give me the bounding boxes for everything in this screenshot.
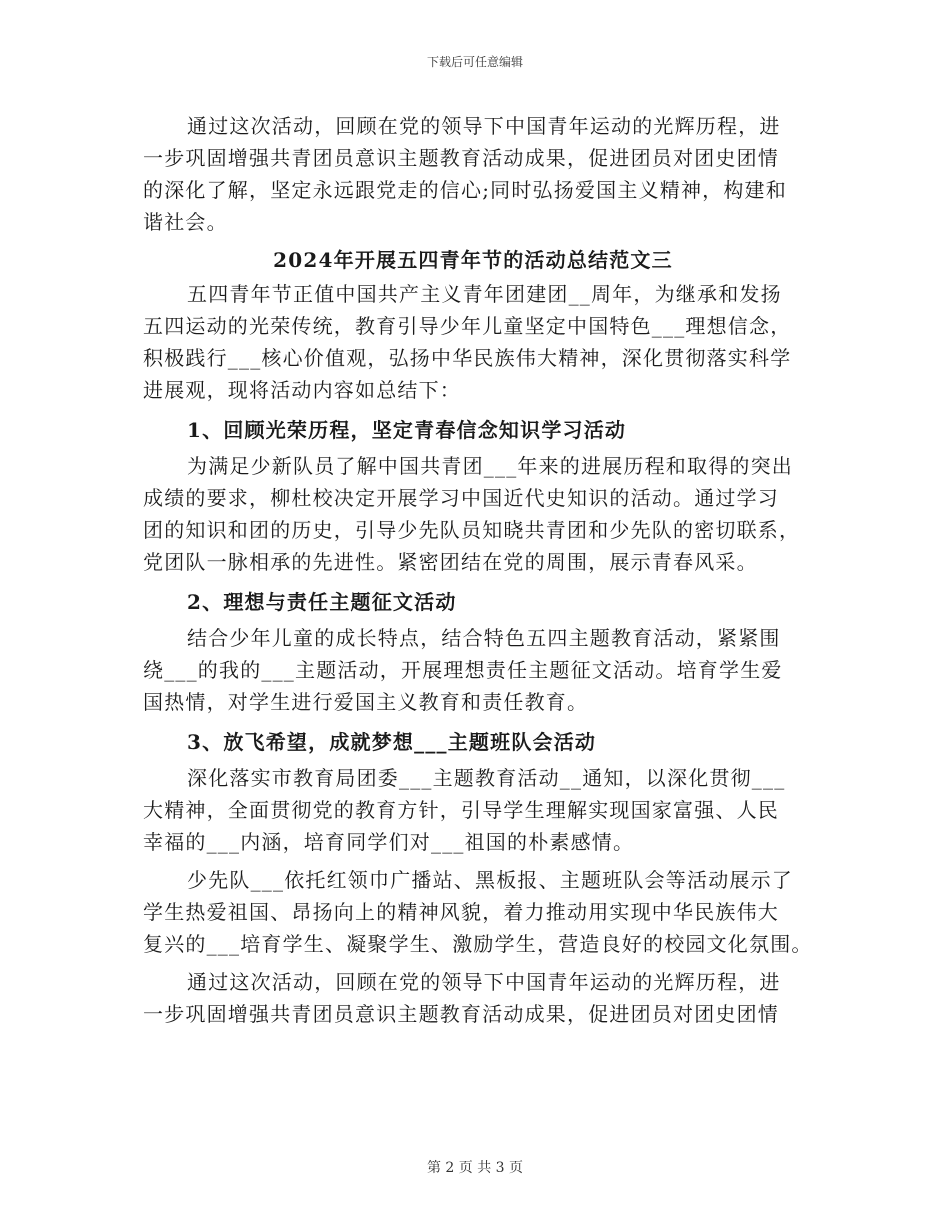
text-line: 大精神，全面贯彻党的教育方针，引导学生理解实现国家富强、人民: [143, 798, 779, 822]
section-title: 2024年开展五四青年节的活动总结范文三: [273, 248, 673, 272]
text-line: 国热情，对学生进行爱国主义教育和责任教育。: [143, 690, 589, 714]
paragraph: [143, 762, 803, 858]
text-line: 的深化了解，坚定永远跟党走的信心;同时弘扬爱国主义精神，构建和: [143, 178, 787, 202]
text-line: 幸福的___内涵，培育同学们对___祖国的朴素感情。: [143, 830, 635, 854]
text-line: 学生热爱祖国、昂扬向上的精神风貌，着力推动用实现中华民族伟大: [143, 900, 779, 924]
text-line: 一步巩固增强共青团员意识主题教育活动成果，促进团员对团史团情: [143, 146, 779, 170]
paragraph: [143, 450, 803, 578]
paragraph: [143, 278, 803, 406]
text-line: 五四运动的光荣传统，教育引导少年儿童坚定中国特色___理想信念，: [143, 314, 792, 338]
text-line: 结合少年儿童的成长特点，结合特色五四主题教育活动，紧紧围: [187, 626, 781, 650]
text-line: 为满足少新队员了解中国共青团___年来的进展历程和取得的突出: [187, 454, 793, 478]
subheading: 2、理想与责任主题征文活动: [187, 590, 457, 614]
text-line: 深化落实市教育局团委___主题教育活动__通知，以深化贯彻___: [187, 766, 786, 790]
paragraph: [143, 622, 803, 718]
text-line: 五四青年节正值中国共产主义青年团建团__周年，为继承和发扬: [187, 282, 782, 306]
page-header: 下载后可任意编辑: [426, 55, 523, 69]
text-line: 积极践行___核心价值观，弘扬中华民族伟大精神，深化贯彻落实科学: [143, 346, 792, 370]
text-line: 成绩的要求，柳杜校决定开展学习中国近代史知识的活动。通过学习: [143, 486, 779, 510]
text-line: 一步巩固增强共青团员意识主题教育活动成果，促进团员对团史团情: [143, 1002, 779, 1026]
text-line: 通过这次活动，回顾在党的领导下中国青年运动的光辉历程，进: [187, 114, 781, 138]
text-line: 团的知识和团的历史，引导少先队员知晓共青团和少先队的密切联系，: [143, 518, 801, 542]
subheading: 1、回顾光荣历程，坚定青春信念知识学习活动: [187, 418, 627, 442]
text-line: 谐社会。: [143, 210, 228, 234]
text-line: 绕___的我的___主题活动，开展理想责任主题征文活动。培育学生爱: [143, 658, 783, 682]
text-line: 复兴的___培育学生、凝聚学生、激励学生，营造良好的校园文化氛围。: [143, 932, 813, 956]
paragraph: [143, 966, 803, 1030]
paragraph: [143, 864, 813, 960]
text-line: 少先队___依托红领巾广播站、黑板报、主题班队会等活动展示了: [187, 868, 793, 892]
text-line: 进展观，现将活动内容如总结下：: [143, 378, 461, 402]
subheading: 3、放飞希望，成就梦想___主题班队会活动: [187, 730, 597, 754]
paragraph: [143, 110, 803, 238]
text-line: 通过这次活动，回顾在党的领导下中国青年运动的光辉历程，进: [187, 970, 781, 994]
page-footer: 第 2 页 共 3 页: [426, 1160, 524, 1176]
document-body: [143, 110, 813, 1030]
text-line: 党团队一脉相承的先进性。紧密团结在党的周围，展示青春风采。: [143, 550, 758, 574]
